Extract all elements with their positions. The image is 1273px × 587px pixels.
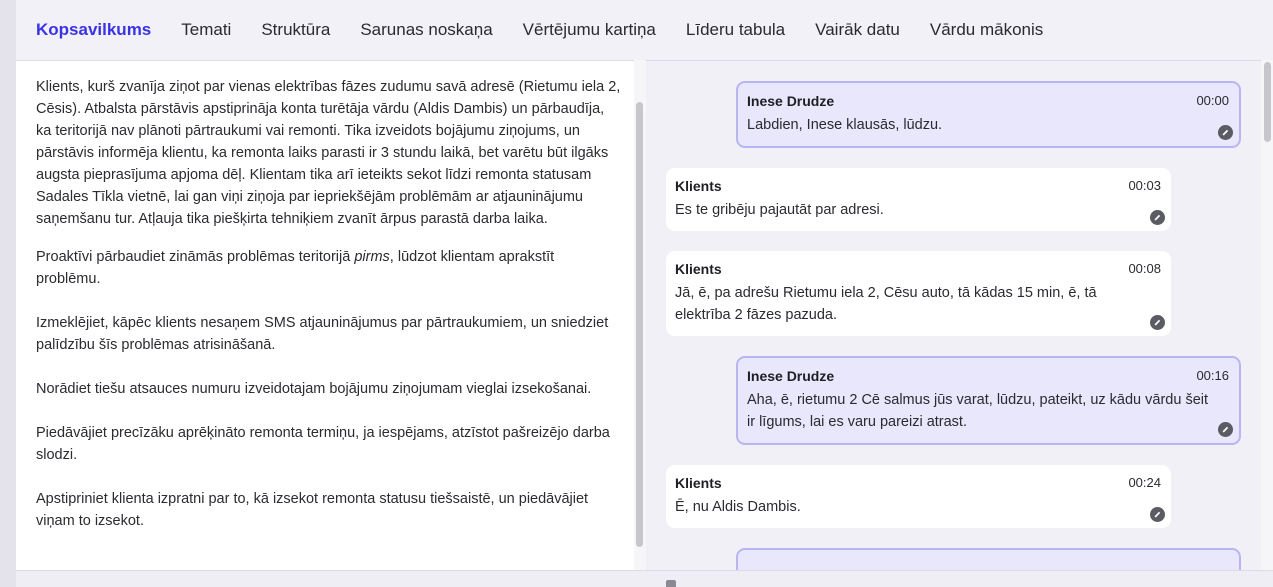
- tab-kopsavilkums[interactable]: Kopsavilkums: [36, 20, 152, 39]
- message-time: 00:24: [1128, 475, 1161, 490]
- recommendation-2: Izmeklējiet, kāpēc klients nesaņem SMS atjauninājumus par pārtraukumiem, un sniedziet palīdzību šīs problēmas atrisināšanā.: [36, 315, 609, 353]
- left-rail: [0, 0, 16, 587]
- edit-icon[interactable]: [1218, 422, 1233, 437]
- tab-vairak-datu[interactable]: Vairāk datu: [815, 20, 900, 39]
- message-time: 00:16: [1196, 368, 1229, 383]
- recommendation-1-text-after: , lūdzot klientam aprakstīt problēmu.: [36, 249, 555, 287]
- message-text: Jā, ē, pa adrešu Rietumu iela 2, Cēsu auto, tā kādas 15 min, ē, tā elektrība 2 fāzes pazuda.: [675, 285, 1097, 323]
- transcript-message: [736, 81, 1241, 148]
- recommendation-1-emphasis: pirms: [354, 249, 390, 265]
- tab-sarunas-noskana[interactable]: Sarunas noskaņa: [360, 20, 493, 39]
- edit-icon[interactable]: [1218, 125, 1233, 140]
- recommendation-4: Piedāvājiet precīzāku aprēķināto remonta termiņu, ja iespējams, atzīstot pašreizējo darba slodzi.: [36, 425, 610, 463]
- recommendation-5: Apstipriniet klienta izpratni par to, kā izsekot remonta statusu tiešsaistē, un piedāvājiet viņam to izsekot.: [36, 491, 589, 529]
- recommendation-3: Norādiet tiešu atsauces numuru izveidotajam bojājumu ziņojumam vieglai izsekošanai.: [36, 381, 592, 397]
- message-time: 00:03: [1128, 178, 1161, 193]
- transcript-scrollbar[interactable]: [1261, 60, 1273, 570]
- summary-paragraph: Klients, kurš zvanīja ziņot par vienas elektrības fāzes zudumu savā adresē (Rietumu iela 2, Cēsis). Atbalsta pārstāvis apstiprināja konta turētāja vārdu (Aldis Dambis) un pārbaudīja, ka teritorijā nav plānoti pārtraukumi vai remonti. Tika izveidots bojājumu ziņojums, un pārstāvis informēja klientu, ka remonta laiks parasti ir 3 stundu laikā, bet varētu būt ilgāks augsta pieprasījuma apjoma dēļ. Klientam tika arī ieteikts sekot līdzi remonta statusam Sadales Tīkla vietnē, lai gan viņi ziņoja par iepriekšējām problēmām ar atjauninājumu saņemšanu tur. Atļauja tika piešķirta tehniķiem zvanīt ārpus parastā darba laika.: [36, 79, 621, 227]
- message-text: Es te gribēju pajautāt par adresi.: [675, 202, 884, 218]
- recommendation-1-text-before: Proaktīvi pārbaudiet zināmās problēmas teritorijā: [36, 249, 355, 265]
- transcript-scrollbar-thumb[interactable]: [1264, 62, 1271, 142]
- summary-scrollbar-thumb[interactable]: [636, 102, 643, 547]
- tab-temati[interactable]: Temati: [181, 20, 232, 39]
- message-speaker: Klients: [675, 475, 722, 491]
- transcript-message: [666, 168, 1171, 231]
- message-speaker: Inese Drudze: [747, 93, 835, 109]
- message-text: Labdien, Inese klausās, lūdzu.: [747, 117, 943, 133]
- summary-content: [36, 76, 621, 554]
- summary-scrollbar[interactable]: [634, 60, 646, 570]
- bottom-bar: [16, 570, 1273, 587]
- message-speaker: Inese Drudze: [747, 368, 835, 384]
- top-navigation: [16, 0, 1273, 60]
- tab-struktura[interactable]: Struktūra: [261, 20, 331, 39]
- edit-icon[interactable]: [1150, 507, 1165, 522]
- recommendation-1: [36, 246, 621, 290]
- message-speaker: Klients: [675, 261, 722, 277]
- edit-icon[interactable]: [1150, 315, 1165, 330]
- tab-lideru-tabula[interactable]: Līderu tabula: [685, 20, 786, 39]
- transcript-panel: [646, 60, 1273, 570]
- tab-vertejumu-kartina[interactable]: Vērtējumu kartiņa: [522, 20, 656, 39]
- message-time: 00:08: [1128, 261, 1161, 276]
- resize-handle[interactable]: [666, 580, 676, 587]
- transcript-message: [666, 251, 1171, 336]
- message-speaker: Klients: [675, 178, 722, 194]
- summary-panel: [16, 60, 646, 570]
- edit-icon[interactable]: [1150, 210, 1165, 225]
- message-text: Aha, ē, rietumu 2 Cē salmus jūs varat, lūdzu, pateikt, uz kādu vārdu šeit ir līgums, lai es varu pareizi atrast.: [747, 392, 1209, 430]
- transcript-message: [666, 465, 1171, 528]
- tab-vardu-makonis[interactable]: Vārdu mākonis: [929, 20, 1044, 39]
- message-time: 00:00: [1196, 93, 1229, 108]
- transcript-message: [736, 356, 1241, 445]
- transcript-message-partial: [736, 548, 1241, 570]
- message-text: Ē, nu Aldis Dambis.: [675, 499, 801, 515]
